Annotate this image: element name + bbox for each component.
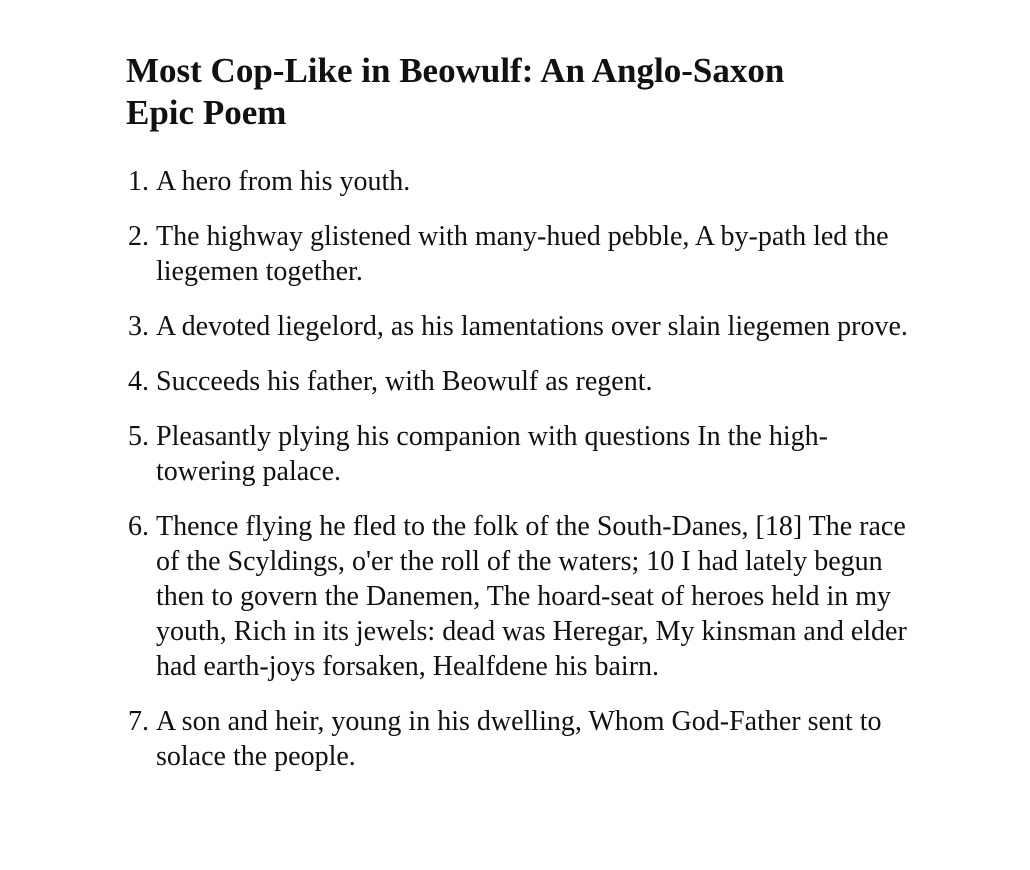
- document-page: [126, 50, 916, 794]
- list-item: 2. The highway glistened with many-hued pebble, A by-path led the liegemen together.: [156, 219, 916, 289]
- page-title: Most Cop-Like in Beowulf: An Anglo-Saxon Epic Poem: [126, 51, 785, 132]
- list-item: 1. A hero from his youth.: [156, 164, 916, 199]
- list-item: 4. Succeeds his father, with Beowulf as regent.: [156, 364, 916, 399]
- list-item: 7. A son and heir, young in his dwelling, Whom God-Father sent to solace the people.: [156, 704, 916, 774]
- numbered-list: [126, 164, 916, 774]
- list-item: 3. A devoted liegelord, as his lamentations over slain liegemen prove.: [156, 309, 916, 344]
- list-item: 5. Pleasantly plying his companion with questions In the high-towering palace.: [156, 419, 916, 489]
- list-item: 6. Thence flying he fled to the folk of the South-Danes, [18] The race of the Scyldings, o'er the roll of the waters; 10 I had lately begun then to govern the Danemen, The hoard-seat of heroes held in my youth, Rich in its jewels: dead was Heregar, My kinsman and elder had earth-joys forsaken, Healfdene his bairn.: [156, 509, 916, 684]
